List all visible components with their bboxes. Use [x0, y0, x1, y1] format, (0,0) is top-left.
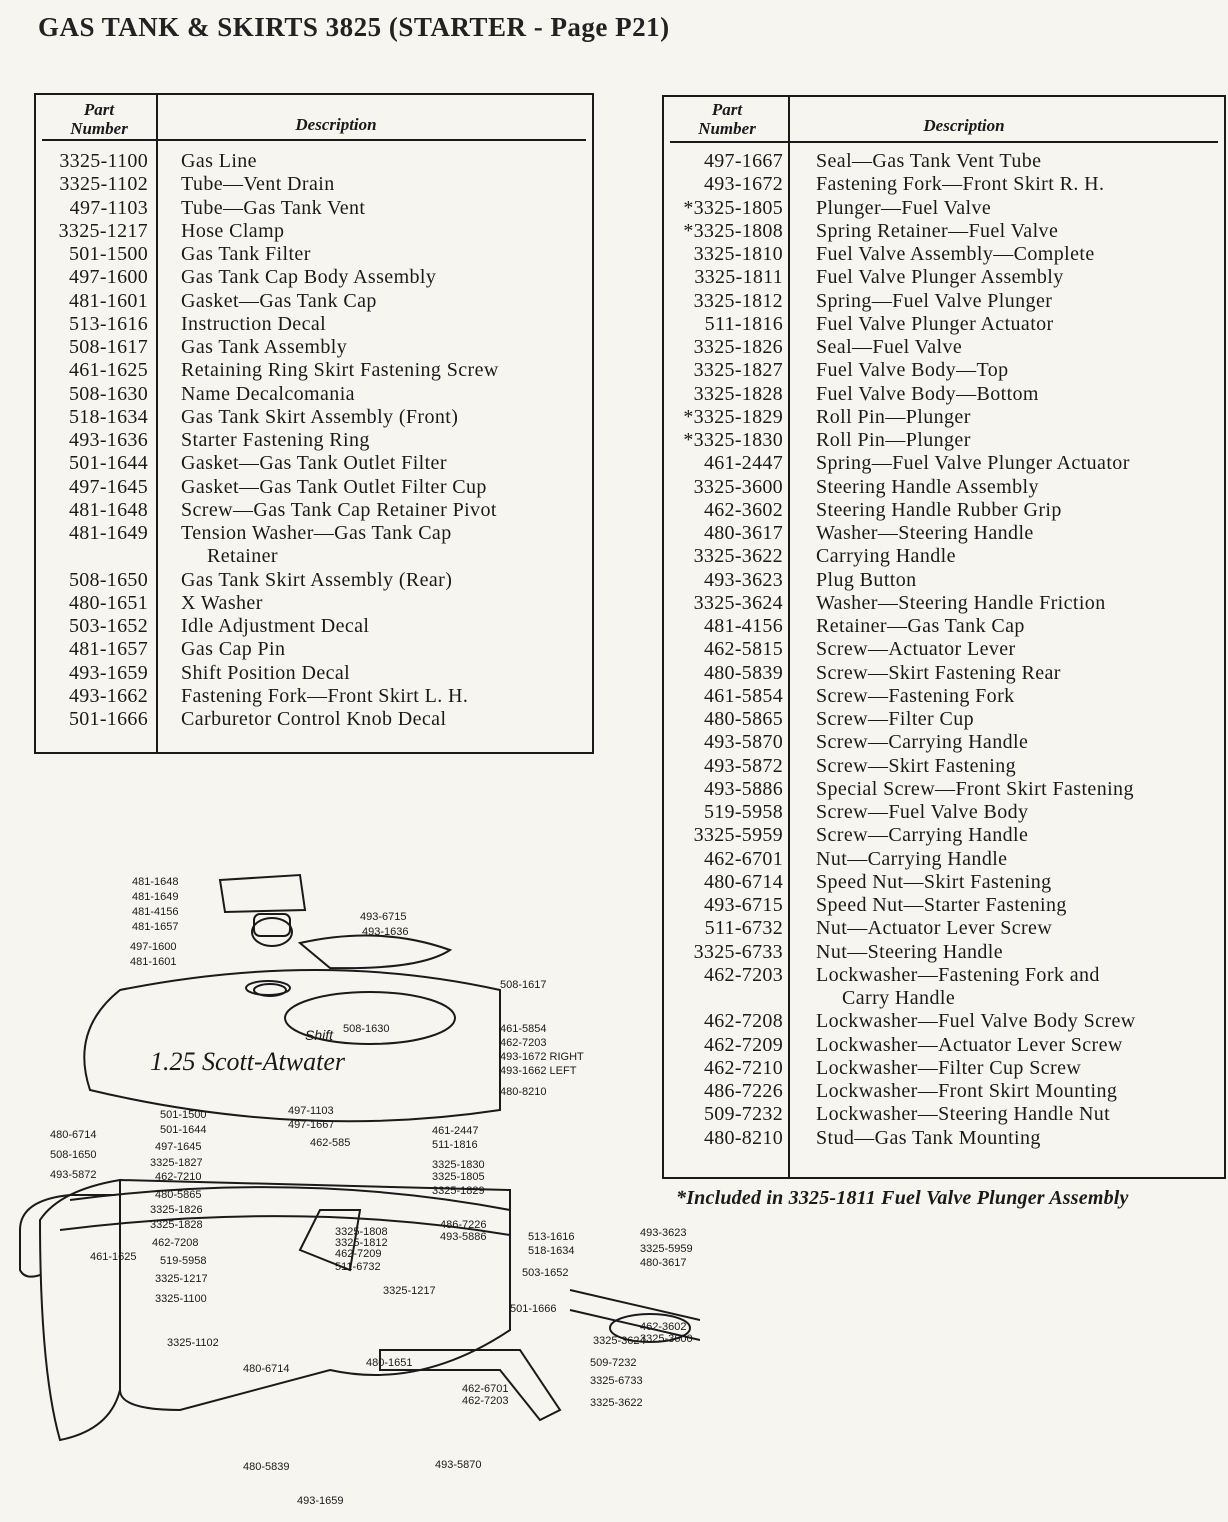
callout-label: 3325-1808: [335, 1226, 388, 1238]
table-row: [36, 290, 592, 313]
table-row: [664, 173, 1224, 196]
callout-label: 511-1816: [432, 1139, 478, 1151]
description-cell: Spring Retainer—Fuel Valve: [816, 219, 1059, 242]
description-cell: Lockwasher—Filter Cup Screw: [816, 1056, 1082, 1079]
description-cell: Gas Tank Cap Body Assembly: [181, 266, 437, 289]
part-number-cell: 481-1648: [68, 498, 148, 521]
starter-ring-shape: [300, 935, 450, 968]
callout-label: 3325-1828: [150, 1219, 203, 1231]
table-row: [664, 592, 1224, 615]
header-rule: [670, 141, 1218, 143]
part-number-cell: *3325-1830: [683, 429, 783, 451]
callout-label: 462-7208: [152, 1237, 199, 1249]
description-cell: Fuel Valve Assembly—Complete: [816, 243, 1095, 265]
footnote: *Included in 3325-1811 Fuel Valve Plunger Assembly: [676, 1187, 1129, 1209]
part-number-cell: 497-1600: [68, 266, 148, 289]
table-row: [36, 638, 592, 661]
callout-label: 480-6714: [243, 1363, 290, 1375]
part-number-cell: 497-1103: [69, 196, 148, 219]
part-number-cell: 461-1625: [68, 359, 148, 382]
description-cell: Lockwasher—Steering Handle Nut: [816, 1103, 1111, 1126]
callout-label: 3325-1217: [155, 1273, 208, 1285]
description-cell: Screw—Fuel Valve Body: [816, 801, 1029, 823]
callout-label: 461-5854: [500, 1023, 547, 1035]
description-cell: Spring—Fuel Valve Plunger Actuator: [816, 452, 1130, 475]
callout-label: 3325-1812: [335, 1237, 388, 1249]
callout-label: 461-1625: [90, 1251, 137, 1263]
callout-label: 480-5839: [243, 1461, 290, 1473]
part-number-cell: *3325-1805: [683, 196, 783, 219]
callout-label: 3325-1827: [150, 1157, 203, 1169]
column-header-part: Part Number: [70, 100, 128, 138]
callout-label: 481-1657: [132, 921, 179, 933]
table-row: [36, 150, 592, 173]
description-cell: Hose Clamp: [181, 219, 285, 242]
description-cell: Plug Button: [816, 568, 917, 591]
table-row: [36, 615, 592, 638]
part-number-cell: 480-5865: [703, 708, 783, 730]
callout-label: 3325-6733: [590, 1375, 643, 1387]
description-cell: Plunger—Fuel Valve: [816, 196, 992, 219]
description-cell: Gasket—Gas Tank Outlet Filter: [181, 452, 447, 475]
description-cell: Screw—Actuator Lever: [816, 638, 1016, 661]
callout-label: 481-4156: [132, 906, 179, 918]
table-row: [664, 1127, 1224, 1150]
description-cell: Seal—Fuel Valve: [816, 336, 963, 358]
table-row: [664, 848, 1224, 871]
column-header-description: Description: [295, 115, 377, 134]
callout-label: 497-1667: [288, 1119, 335, 1131]
callout-label: 462-3602: [640, 1321, 687, 1333]
callout-label: 493-1662 LEFT: [500, 1065, 577, 1077]
table-row: [664, 406, 1224, 429]
part-number-cell: 462-5815: [703, 638, 783, 661]
description-cell: Washer—Steering Handle: [816, 522, 1034, 544]
shift-label-text: Shift: [305, 1027, 334, 1043]
callout-label: 3325-1830: [432, 1159, 485, 1171]
callout-label: 493-5886: [440, 1231, 487, 1243]
description-cell: Gasket—Gas Tank Outlet Filter Cup: [181, 475, 487, 498]
table-row: [36, 383, 592, 406]
description-cell: Nut—Steering Handle: [816, 940, 1004, 963]
table-row: [664, 150, 1224, 173]
part-number-cell: 481-4156: [703, 615, 783, 637]
parts-list-left: [36, 150, 592, 731]
part-number-cell: 493-3623: [703, 568, 783, 591]
description-cell: Carry Handle: [842, 987, 956, 1009]
callout-label: 462-7210: [155, 1171, 202, 1183]
callout-label: 3325-1826: [150, 1204, 203, 1216]
table-row: [664, 941, 1224, 964]
part-number-cell: 493-1662: [68, 684, 148, 707]
callout-label: 3325-1102: [167, 1337, 219, 1349]
part-number-cell: 501-1666: [68, 708, 148, 730]
table-row: [664, 290, 1224, 313]
description-cell: Starter Fastening Ring: [181, 429, 370, 451]
part-number-cell: 3325-3622: [693, 545, 783, 568]
gas-cap-shape: [252, 918, 292, 946]
part-number-cell: 480-3617: [703, 522, 783, 544]
part-number-cell: 486-7226: [703, 1080, 783, 1102]
table-row: [664, 708, 1224, 731]
description-cell: Nut—Carrying Handle: [816, 847, 1008, 870]
description-cell: Lockwasher—Actuator Lever Screw: [816, 1033, 1123, 1056]
part-number-cell: 3325-1810: [693, 243, 783, 265]
table-row: [36, 569, 592, 592]
column-header-description: Description: [923, 116, 1005, 135]
part-number-cell: 3325-6733: [693, 940, 783, 963]
table-row: [664, 1103, 1224, 1126]
part-number-cell: 3325-1827: [693, 359, 783, 382]
table-row: [664, 197, 1224, 220]
callout-label: 493-1672 RIGHT: [500, 1051, 584, 1063]
parts-table-left: [34, 93, 594, 754]
table-row: [36, 313, 592, 336]
description-cell: Gas Tank Skirt Assembly (Rear): [181, 568, 453, 591]
description-cell: Shift Position Decal: [181, 661, 351, 684]
part-number-cell: 480-6714: [703, 870, 783, 893]
part-number-cell: 3325-1217: [58, 219, 148, 242]
cap-retainer-shape: [220, 875, 305, 912]
callout-label: 501-1500: [160, 1109, 207, 1121]
parts-list-right: [664, 150, 1224, 1150]
parts-table-right: [662, 95, 1226, 1179]
table-row: [664, 452, 1224, 475]
callout-label: 481-1649: [132, 891, 179, 903]
callout-label: 493-3623: [640, 1227, 687, 1239]
part-number-cell: 493-1636: [68, 429, 148, 451]
part-number-cell: 497-1645: [68, 475, 148, 498]
part-number-cell: 493-5870: [703, 731, 783, 754]
description-cell: Gasket—Gas Tank Cap: [181, 289, 377, 312]
description-cell: Retaining Ring Skirt Fastening Screw: [181, 359, 499, 382]
part-number-cell: 497-1667: [703, 150, 783, 172]
table-row: [36, 243, 592, 266]
description-cell: Carrying Handle: [816, 545, 956, 568]
table-row: [36, 499, 592, 522]
description-cell: Screw—Carrying Handle: [816, 824, 1029, 847]
header-rule: [42, 139, 586, 141]
callout-label: 3325-1100: [155, 1293, 207, 1305]
table-row: [664, 569, 1224, 592]
table-row: [664, 1057, 1224, 1080]
part-number-cell: 480-8210: [703, 1126, 783, 1149]
part-number-cell: 513-1616: [68, 312, 148, 335]
part-number-cell: 3325-1811: [694, 266, 783, 289]
table-row: [664, 964, 1224, 987]
callout-label: 480-3617: [640, 1257, 687, 1269]
part-number-cell: 493-5886: [703, 777, 783, 800]
part-number-cell: 501-1644: [68, 452, 148, 475]
part-number-cell: 462-3602: [703, 498, 783, 521]
part-number-cell: 480-1651: [68, 591, 148, 614]
table-row: [664, 545, 1224, 568]
part-number-cell: 518-1634: [68, 405, 148, 428]
description-cell: Gas Tank Assembly: [181, 336, 348, 358]
callout-label: 497-1600: [130, 941, 177, 953]
callout-label: 519-5958: [160, 1255, 207, 1267]
part-number-cell: 481-1649: [68, 522, 148, 544]
part-number-cell: 3325-3600: [693, 475, 783, 498]
description-cell: Name Decalcomania: [181, 382, 355, 405]
table-row: [36, 336, 592, 359]
table-row: [36, 522, 592, 545]
description-cell: Fastening Fork—Front Skirt L. H.: [181, 684, 469, 707]
description-cell: Tube—Gas Tank Vent: [181, 196, 366, 219]
part-number-cell: 481-1657: [68, 638, 148, 661]
table-row: [664, 662, 1224, 685]
part-number-cell: 508-1650: [68, 568, 148, 591]
page-title: GAS TANK & SKIRTS 3825 (STARTER - Page P21): [38, 12, 670, 42]
table-row: [664, 615, 1224, 638]
description-cell: Lockwasher—Fuel Valve Body Screw: [816, 1010, 1136, 1033]
part-number-cell: 519-5958: [703, 801, 783, 823]
callout-label: 486-7226: [440, 1219, 487, 1231]
callout-label: 493-1636: [362, 926, 409, 938]
callout-label: 501-1666: [510, 1303, 557, 1315]
part-number-cell: 3325-1100: [59, 150, 148, 172]
table-row: [664, 476, 1224, 499]
description-cell: Carburetor Control Knob Decal: [181, 708, 447, 730]
description-cell: Fuel Valve Plunger Assembly: [816, 266, 1064, 289]
description-cell: Instruction Decal: [181, 312, 327, 335]
part-number-cell: 511-1816: [704, 312, 783, 335]
callout-label: 509-7232: [590, 1357, 637, 1369]
table-row: [36, 592, 592, 615]
callout-label: 462-585: [310, 1137, 351, 1149]
table-row: [664, 894, 1224, 917]
table-row: [664, 313, 1224, 336]
description-cell: Fuel Valve Body—Bottom: [816, 382, 1039, 405]
table-row: [664, 638, 1224, 661]
callout-label: 462-7203: [462, 1395, 509, 1407]
carrying-handle-shape: [20, 1195, 115, 1277]
table-row: [36, 685, 592, 708]
description-cell: Seal—Gas Tank Vent Tube: [816, 150, 1042, 172]
description-cell: Tube—Vent Drain: [181, 173, 335, 196]
table-row: [664, 522, 1224, 545]
description-cell: Screw—Filter Cup: [816, 708, 975, 730]
table-row: [664, 383, 1224, 406]
callout-label: 497-1645: [155, 1141, 202, 1153]
callout-label: 480-1651: [366, 1357, 413, 1369]
description-cell: Idle Adjustment Decal: [181, 615, 370, 637]
callout-label: 501-1644: [160, 1124, 207, 1136]
part-number-cell: 3325-1826: [693, 336, 783, 358]
part-number-cell: 462-6701: [703, 847, 783, 870]
table-row: [664, 987, 1224, 1010]
description-cell: X Washer: [181, 591, 263, 614]
callout-label: 493-1659: [297, 1495, 344, 1507]
part-number-cell: 501-1500: [68, 243, 148, 265]
table-row: [664, 359, 1224, 382]
callout-label: 508-1617: [500, 979, 547, 991]
callout-label: 508-1650: [50, 1149, 97, 1161]
callout-label: 511-6732: [335, 1261, 381, 1273]
callout-label: 480-8210: [500, 1086, 547, 1098]
description-cell: Spring—Fuel Valve Plunger: [816, 289, 1053, 312]
table-row: [36, 545, 592, 568]
table-row: [36, 452, 592, 475]
part-number-cell: 508-1630: [68, 382, 148, 405]
callout-label: 3325-1217: [383, 1285, 436, 1297]
brand-logo-text: 1.25 Scott-Atwater: [150, 1047, 345, 1076]
callout-label: 3325-3600: [640, 1333, 693, 1345]
description-cell: Lockwasher—Fastening Fork and: [816, 963, 1100, 986]
description-cell: Steering Handle Rubber Grip: [816, 498, 1062, 521]
callout-label: 493-5870: [435, 1459, 482, 1471]
table-row: [36, 359, 592, 382]
part-number-cell: 493-5872: [703, 754, 783, 777]
description-cell: Fuel Valve Plunger Actuator: [816, 312, 1054, 335]
part-number-cell: 503-1652: [68, 615, 148, 637]
callout-label: 508-1630: [343, 1023, 390, 1035]
description-cell: Gas Cap Pin: [181, 638, 286, 661]
description-cell: Retainer—Gas Tank Cap: [816, 615, 1025, 637]
table-row: [664, 499, 1224, 522]
exploded-parts-diagram: [0, 850, 700, 1522]
description-cell: Roll Pin—Plunger: [816, 429, 971, 451]
callout-label: 493-5872: [50, 1169, 97, 1181]
callout-label: 461-2447: [432, 1125, 479, 1137]
table-row: [664, 243, 1224, 266]
callout-label: 497-1103: [288, 1105, 334, 1117]
description-cell: Gas Tank Filter: [181, 243, 311, 265]
description-cell: Screw—Gas Tank Cap Retainer Pivot: [181, 498, 497, 521]
part-number-cell: 3325-3624: [693, 591, 783, 614]
description-cell: Special Screw—Front Skirt Fastening: [816, 777, 1134, 800]
callout-label: 480-6714: [50, 1129, 97, 1141]
description-cell: Nut—Actuator Lever Screw: [816, 917, 1053, 940]
table-row: [664, 220, 1224, 243]
part-number-cell: 493-1672: [703, 173, 783, 196]
table-row: [664, 824, 1224, 847]
table-row: [36, 662, 592, 685]
callout-label: 3325-3622: [590, 1397, 643, 1409]
table-row: [664, 266, 1224, 289]
gas-tank-shape: [84, 970, 500, 1121]
part-number-cell: 481-1601: [68, 289, 148, 312]
table-row: [664, 731, 1224, 754]
part-number-cell: 493-1659: [68, 661, 148, 684]
table-row: [36, 406, 592, 429]
description-cell: Steering Handle Assembly: [816, 475, 1039, 498]
callout-label: 493-6715: [360, 911, 407, 923]
part-number-cell: 493-6715: [703, 894, 783, 916]
table-row: [36, 476, 592, 499]
callout-label: 462-6701: [462, 1383, 509, 1395]
part-number-cell: 509-7232: [703, 1103, 783, 1126]
part-number-cell: 3325-1828: [693, 382, 783, 405]
part-number-cell: 462-7209: [703, 1033, 783, 1056]
rear-skirt-shape: [40, 1180, 120, 1440]
description-cell: Fastening Fork—Front Skirt R. H.: [816, 173, 1105, 196]
callout-label: 462-7209: [335, 1248, 382, 1260]
callout-label: 462-7203: [500, 1037, 547, 1049]
description-cell: Gas Line: [181, 150, 257, 172]
table-row: [664, 685, 1224, 708]
part-number-cell: 3325-1812: [693, 289, 783, 312]
callout-label: 481-1648: [132, 876, 179, 888]
description-cell: Gas Tank Skirt Assembly (Front): [181, 405, 459, 428]
part-number-cell: 3325-1102: [59, 173, 148, 196]
description-cell: Speed Nut—Skirt Fastening: [816, 870, 1052, 893]
table-row: [664, 1010, 1224, 1033]
part-number-cell: 3325-5959: [693, 824, 783, 847]
table-row: [664, 1034, 1224, 1057]
description-cell: Screw—Skirt Fastening Rear: [816, 661, 1061, 684]
callout-label: 513-1616: [528, 1231, 575, 1243]
part-number-cell: 462-7210: [703, 1056, 783, 1079]
table-row: [664, 871, 1224, 894]
table-row: [664, 429, 1224, 452]
table-row: [664, 336, 1224, 359]
description-cell: Washer—Steering Handle Friction: [816, 591, 1106, 614]
part-number-cell: 508-1617: [68, 336, 148, 358]
description-cell: Retainer: [207, 545, 278, 568]
part-number-cell: 461-5854: [703, 684, 783, 707]
description-cell: Lockwasher—Front Skirt Mounting: [816, 1080, 1118, 1102]
part-number-cell: 462-7208: [703, 1010, 783, 1033]
description-cell: Tension Washer—Gas Tank Cap: [181, 522, 452, 544]
description-cell: Roll Pin—Plunger: [816, 405, 971, 428]
callout-label: 3325-3624: [593, 1335, 646, 1347]
part-number-cell: 461-2447: [703, 452, 783, 475]
column-header-part: Part Number: [698, 100, 756, 138]
callout-label: 480-5865: [155, 1189, 202, 1201]
table-row: [664, 1080, 1224, 1103]
description-cell: Screw—Skirt Fastening: [816, 754, 1017, 777]
part-number-cell: 480-5839: [703, 661, 783, 684]
description-cell: Screw—Carrying Handle: [816, 731, 1029, 754]
table-row: [36, 266, 592, 289]
table-row: [36, 197, 592, 220]
callout-label: 3325-1805: [432, 1171, 485, 1183]
table-row: [664, 755, 1224, 778]
description-cell: Fuel Valve Body—Top: [816, 359, 1009, 382]
part-number-cell: *3325-1808: [683, 219, 783, 242]
table-row: [664, 778, 1224, 801]
callout-label: 481-1601: [130, 956, 177, 968]
table-row: [664, 917, 1224, 940]
description-cell: Speed Nut—Starter Fastening: [816, 894, 1067, 916]
part-number-cell: 462-7203: [703, 963, 783, 986]
callout-label: 503-1652: [522, 1267, 569, 1279]
table-row: [664, 801, 1224, 824]
callout-label: 3325-5959: [640, 1243, 693, 1255]
part-number-cell: *3325-1829: [683, 405, 783, 428]
part-number-cell: 511-6732: [704, 917, 783, 940]
table-row: [36, 220, 592, 243]
description-cell: Screw—Fastening Fork: [816, 684, 1015, 707]
table-row: [36, 429, 592, 452]
table-row: [36, 708, 592, 731]
callout-label: 3325-1829: [432, 1185, 485, 1197]
description-cell: Stud—Gas Tank Mounting: [816, 1126, 1041, 1149]
callout-label: 518-1634: [528, 1245, 575, 1257]
table-row: [36, 173, 592, 196]
